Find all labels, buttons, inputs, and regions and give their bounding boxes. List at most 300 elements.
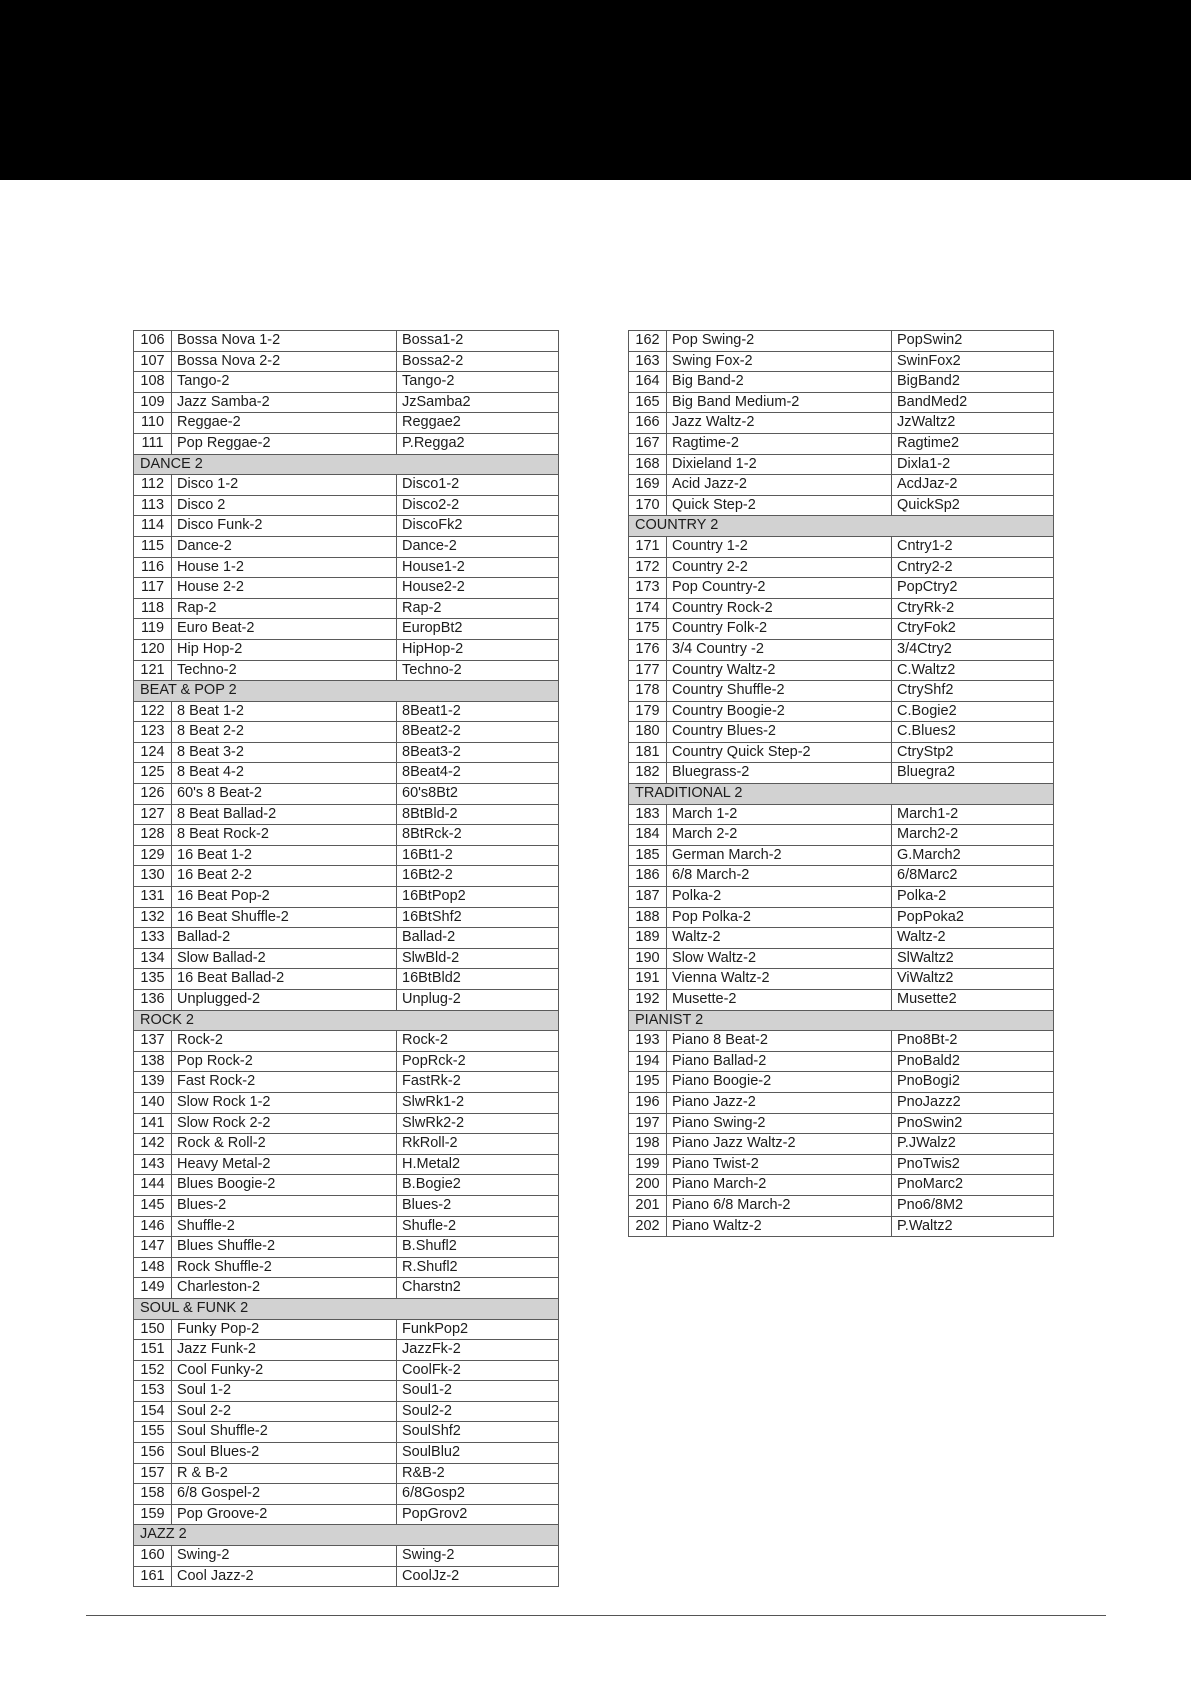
- table-row: [134, 660, 559, 681]
- style-number-cell: 195: [629, 1072, 667, 1093]
- table-row: [134, 784, 559, 805]
- style-short-name-cell: C.Bogie2: [892, 701, 1054, 722]
- style-short-name-cell: PopCtry2: [892, 578, 1054, 599]
- table-row: [629, 887, 1054, 908]
- style-number-cell: 115: [134, 536, 172, 557]
- table-row: [134, 1566, 559, 1587]
- style-name-cell: Soul 1-2: [172, 1381, 397, 1402]
- style-name-cell: Funky Pop-2: [172, 1319, 397, 1340]
- style-name-cell: Bossa Nova 1-2: [172, 331, 397, 352]
- style-name-cell: Country Boogie-2: [667, 701, 892, 722]
- style-name-cell: Techno-2: [172, 660, 397, 681]
- style-number-cell: 173: [629, 578, 667, 599]
- style-number-cell: 160: [134, 1546, 172, 1567]
- style-number-cell: 174: [629, 598, 667, 619]
- style-name-cell: 16 Beat Ballad-2: [172, 969, 397, 990]
- table-row: [134, 557, 559, 578]
- table-row: [134, 1278, 559, 1299]
- style-short-name-cell: PopSwin2: [892, 331, 1054, 352]
- style-short-name-cell: Dixla1-2: [892, 454, 1054, 475]
- table-row: [629, 907, 1054, 928]
- style-short-name-cell: ViWaltz2: [892, 969, 1054, 990]
- table-row: [134, 948, 559, 969]
- style-name-cell: Big Band-2: [667, 372, 892, 393]
- style-short-name-cell: BandMed2: [892, 392, 1054, 413]
- style-short-name-cell: Musette2: [892, 990, 1054, 1011]
- style-name-cell: Slow Rock 1-2: [172, 1092, 397, 1113]
- style-short-name-cell: Rock-2: [397, 1031, 559, 1052]
- style-short-name-cell: R&B-2: [397, 1463, 559, 1484]
- table-row: [629, 433, 1054, 454]
- style-short-name-cell: Shufle-2: [397, 1216, 559, 1237]
- style-number-cell: 139: [134, 1072, 172, 1093]
- style-name-cell: Heavy Metal-2: [172, 1154, 397, 1175]
- table-row: [134, 1051, 559, 1072]
- style-short-name-cell: CoolJz-2: [397, 1566, 559, 1587]
- table-row: [629, 578, 1054, 599]
- style-short-name-cell: 60's8Bt2: [397, 784, 559, 805]
- style-name-cell: Piano Ballad-2: [667, 1051, 892, 1072]
- table-row: [134, 351, 559, 372]
- table-row: [134, 639, 559, 660]
- table-row: [629, 639, 1054, 660]
- style-number-cell: 111: [134, 433, 172, 454]
- style-name-cell: Piano Boogie-2: [667, 1072, 892, 1093]
- style-short-name-cell: PnoBogi2: [892, 1072, 1054, 1093]
- style-name-cell: Disco 2: [172, 495, 397, 516]
- style-short-name-cell: 8BtBld-2: [397, 804, 559, 825]
- style-short-name-cell: 8BtRck-2: [397, 825, 559, 846]
- table-row: [629, 495, 1054, 516]
- style-number-cell: 168: [629, 454, 667, 475]
- section-header-row: [629, 784, 1054, 805]
- style-number-cell: 184: [629, 825, 667, 846]
- style-short-name-cell: SlwRk1-2: [397, 1092, 559, 1113]
- style-number-cell: 197: [629, 1113, 667, 1134]
- style-short-name-cell: PopRck-2: [397, 1051, 559, 1072]
- style-name-cell: Quick Step-2: [667, 495, 892, 516]
- style-short-name-cell: Techno-2: [397, 660, 559, 681]
- style-short-name-cell: P.Regga2: [397, 433, 559, 454]
- style-short-name-cell: JzWaltz2: [892, 413, 1054, 434]
- table-row: [629, 372, 1054, 393]
- style-short-name-cell: CtryStp2: [892, 742, 1054, 763]
- table-body: [134, 331, 559, 1587]
- style-number-cell: 176: [629, 639, 667, 660]
- style-name-cell: 8 Beat Rock-2: [172, 825, 397, 846]
- style-number-cell: 145: [134, 1195, 172, 1216]
- style-short-name-cell: Bossa2-2: [397, 351, 559, 372]
- style-name-cell: Pop Country-2: [667, 578, 892, 599]
- style-short-name-cell: AcdJaz-2: [892, 475, 1054, 496]
- table-row: [134, 536, 559, 557]
- style-number-cell: 151: [134, 1340, 172, 1361]
- style-short-name-cell: HipHop-2: [397, 639, 559, 660]
- section-header-row: [629, 1010, 1054, 1031]
- style-number-cell: 135: [134, 969, 172, 990]
- style-number-cell: 110: [134, 413, 172, 434]
- style-number-cell: 130: [134, 866, 172, 887]
- style-number-cell: 166: [629, 413, 667, 434]
- table-row: [134, 845, 559, 866]
- style-number-cell: 154: [134, 1401, 172, 1422]
- style-number-cell: 186: [629, 866, 667, 887]
- header-band: [0, 0, 1191, 180]
- style-short-name-cell: Waltz-2: [892, 928, 1054, 949]
- style-name-cell: Pop Reggae-2: [172, 433, 397, 454]
- style-number-cell: 153: [134, 1381, 172, 1402]
- table-row: [134, 928, 559, 949]
- style-number-cell: 131: [134, 887, 172, 908]
- style-short-name-cell: Swing-2: [397, 1546, 559, 1567]
- table-row: [629, 1154, 1054, 1175]
- table-row: [134, 1031, 559, 1052]
- style-name-cell: Disco Funk-2: [172, 516, 397, 537]
- style-short-name-cell: 8Beat4-2: [397, 763, 559, 784]
- section-header-row: [629, 516, 1054, 537]
- footer-rule: [86, 1615, 1106, 1616]
- style-number-cell: 189: [629, 928, 667, 949]
- style-name-cell: Country Shuffle-2: [667, 681, 892, 702]
- style-number-cell: 196: [629, 1092, 667, 1113]
- style-number-cell: 112: [134, 475, 172, 496]
- table-row: [134, 1092, 559, 1113]
- table-row: [629, 928, 1054, 949]
- table-row: [629, 948, 1054, 969]
- table-row: [629, 1031, 1054, 1052]
- section-header-row: [134, 681, 559, 702]
- style-name-cell: 16 Beat Shuffle-2: [172, 907, 397, 928]
- style-short-name-cell: Blues-2: [397, 1195, 559, 1216]
- style-name-cell: 6/8 Gospel-2: [172, 1484, 397, 1505]
- style-short-name-cell: 16BtBld2: [397, 969, 559, 990]
- table-row: [629, 990, 1054, 1011]
- style-name-cell: Country Rock-2: [667, 598, 892, 619]
- style-number-cell: 161: [134, 1566, 172, 1587]
- table-row: [134, 969, 559, 990]
- table-body: [629, 331, 1054, 1237]
- table-row: [134, 825, 559, 846]
- style-name-cell: House 2-2: [172, 578, 397, 599]
- style-name-cell: Hip Hop-2: [172, 639, 397, 660]
- table-row: [629, 845, 1054, 866]
- style-number-cell: 162: [629, 331, 667, 352]
- table-row: [134, 907, 559, 928]
- style-name-cell: Polka-2: [667, 887, 892, 908]
- style-short-name-cell: Disco2-2: [397, 495, 559, 516]
- style-short-name-cell: 3/4Ctry2: [892, 639, 1054, 660]
- style-name-cell: Pop Polka-2: [667, 907, 892, 928]
- table-row: [629, 825, 1054, 846]
- style-name-cell: Swing-2: [172, 1546, 397, 1567]
- style-short-name-cell: 16Bt1-2: [397, 845, 559, 866]
- style-name-cell: 16 Beat Pop-2: [172, 887, 397, 908]
- style-short-name-cell: SoulShf2: [397, 1422, 559, 1443]
- style-name-cell: German March-2: [667, 845, 892, 866]
- style-short-name-cell: PnoSwin2: [892, 1113, 1054, 1134]
- style-number-cell: 156: [134, 1443, 172, 1464]
- style-short-name-cell: PnoJazz2: [892, 1092, 1054, 1113]
- style-short-name-cell: CtryShf2: [892, 681, 1054, 702]
- table-row: [629, 1113, 1054, 1134]
- style-name-cell: Soul 2-2: [172, 1401, 397, 1422]
- style-number-cell: 179: [629, 701, 667, 722]
- style-name-cell: Country Waltz-2: [667, 660, 892, 681]
- style-number-cell: 201: [629, 1195, 667, 1216]
- style-number-cell: 183: [629, 804, 667, 825]
- style-short-name-cell: FunkPop2: [397, 1319, 559, 1340]
- style-short-name-cell: FastRk-2: [397, 1072, 559, 1093]
- style-short-name-cell: PopPoka2: [892, 907, 1054, 928]
- style-number-cell: 167: [629, 433, 667, 454]
- style-number-cell: 123: [134, 722, 172, 743]
- style-name-cell: 8 Beat Ballad-2: [172, 804, 397, 825]
- style-name-cell: Rock & Roll-2: [172, 1134, 397, 1155]
- style-name-cell: Slow Ballad-2: [172, 948, 397, 969]
- style-number-cell: 133: [134, 928, 172, 949]
- table-row: [134, 1195, 559, 1216]
- section-header-row: [134, 1298, 559, 1319]
- style-name-cell: Pop Swing-2: [667, 331, 892, 352]
- table-row: [134, 1216, 559, 1237]
- style-number-cell: 132: [134, 907, 172, 928]
- style-short-name-cell: SlwRk2-2: [397, 1113, 559, 1134]
- table-row: [629, 331, 1054, 352]
- style-short-name-cell: Pno8Bt-2: [892, 1031, 1054, 1052]
- style-name-cell: Soul Blues-2: [172, 1443, 397, 1464]
- style-short-name-cell: R.Shufl2: [397, 1257, 559, 1278]
- section-title: COUNTRY 2: [629, 516, 1054, 537]
- style-number-cell: 192: [629, 990, 667, 1011]
- style-name-cell: Cool Jazz-2: [172, 1566, 397, 1587]
- style-number-cell: 188: [629, 907, 667, 928]
- style-name-cell: Piano Swing-2: [667, 1113, 892, 1134]
- style-name-cell: Waltz-2: [667, 928, 892, 949]
- style-number-cell: 150: [134, 1319, 172, 1340]
- style-short-name-cell: Rap-2: [397, 598, 559, 619]
- style-number-cell: 107: [134, 351, 172, 372]
- style-number-cell: 159: [134, 1504, 172, 1525]
- style-name-cell: Piano March-2: [667, 1175, 892, 1196]
- style-short-name-cell: Cntry2-2: [892, 557, 1054, 578]
- style-name-cell: Charleston-2: [172, 1278, 397, 1299]
- table-row: [629, 701, 1054, 722]
- style-name-cell: Country 1-2: [667, 536, 892, 557]
- style-name-cell: Disco 1-2: [172, 475, 397, 496]
- style-number-cell: 169: [629, 475, 667, 496]
- style-name-cell: Acid Jazz-2: [667, 475, 892, 496]
- style-name-cell: Bluegrass-2: [667, 763, 892, 784]
- style-number-cell: 148: [134, 1257, 172, 1278]
- style-number-cell: 137: [134, 1031, 172, 1052]
- style-name-cell: Pop Groove-2: [172, 1504, 397, 1525]
- style-short-name-cell: B.Shufl2: [397, 1237, 559, 1258]
- style-name-cell: Piano Jazz-2: [667, 1092, 892, 1113]
- style-short-name-cell: QuickSp2: [892, 495, 1054, 516]
- style-number-cell: 129: [134, 845, 172, 866]
- table-row: [134, 742, 559, 763]
- style-short-name-cell: SlwBld-2: [397, 948, 559, 969]
- table-row: [134, 413, 559, 434]
- style-number-cell: 152: [134, 1360, 172, 1381]
- table-row: [134, 372, 559, 393]
- style-name-cell: 16 Beat 2-2: [172, 866, 397, 887]
- style-short-name-cell: Tango-2: [397, 372, 559, 393]
- style-short-name-cell: EuropBt2: [397, 619, 559, 640]
- table-row: [629, 351, 1054, 372]
- style-name-cell: Blues-2: [172, 1195, 397, 1216]
- style-short-name-cell: B.Bogie2: [397, 1175, 559, 1196]
- style-number-cell: 114: [134, 516, 172, 537]
- style-short-name-cell: March1-2: [892, 804, 1054, 825]
- style-short-name-cell: PnoBald2: [892, 1051, 1054, 1072]
- table-row: [134, 495, 559, 516]
- table-row: [134, 1134, 559, 1155]
- table-row: [629, 413, 1054, 434]
- table-row: [629, 1134, 1054, 1155]
- style-name-cell: Musette-2: [667, 990, 892, 1011]
- style-number-cell: 127: [134, 804, 172, 825]
- table-row: [629, 742, 1054, 763]
- style-number-cell: 187: [629, 887, 667, 908]
- style-short-name-cell: PnoTwis2: [892, 1154, 1054, 1175]
- table-row: [629, 681, 1054, 702]
- style-name-cell: Rock-2: [172, 1031, 397, 1052]
- style-number-cell: 181: [629, 742, 667, 763]
- style-number-cell: 191: [629, 969, 667, 990]
- style-name-cell: Fast Rock-2: [172, 1072, 397, 1093]
- style-short-name-cell: CtryFok2: [892, 619, 1054, 640]
- style-number-cell: 199: [629, 1154, 667, 1175]
- style-name-cell: Shuffle-2: [172, 1216, 397, 1237]
- style-number-cell: 117: [134, 578, 172, 599]
- style-short-name-cell: PnoMarc2: [892, 1175, 1054, 1196]
- style-number-cell: 143: [134, 1154, 172, 1175]
- style-number-cell: 138: [134, 1051, 172, 1072]
- section-header-row: [134, 454, 559, 475]
- section-title: BEAT & POP 2: [134, 681, 559, 702]
- style-short-name-cell: CoolFk-2: [397, 1360, 559, 1381]
- style-name-cell: Piano 6/8 March-2: [667, 1195, 892, 1216]
- style-short-name-cell: C.Waltz2: [892, 660, 1054, 681]
- style-short-name-cell: SwinFox2: [892, 351, 1054, 372]
- style-number-cell: 149: [134, 1278, 172, 1299]
- table-row: [629, 1216, 1054, 1237]
- style-name-cell: Big Band Medium-2: [667, 392, 892, 413]
- style-number-cell: 146: [134, 1216, 172, 1237]
- style-number-cell: 120: [134, 639, 172, 660]
- style-short-name-cell: 8Beat3-2: [397, 742, 559, 763]
- style-name-cell: Country Quick Step-2: [667, 742, 892, 763]
- style-name-cell: 8 Beat 2-2: [172, 722, 397, 743]
- style-number-cell: 140: [134, 1092, 172, 1113]
- table-row: [629, 722, 1054, 743]
- style-short-name-cell: PopGrov2: [397, 1504, 559, 1525]
- table-row: [134, 1340, 559, 1361]
- table-row: [629, 454, 1054, 475]
- style-name-cell: Rap-2: [172, 598, 397, 619]
- table-row: [134, 619, 559, 640]
- table-row: [134, 722, 559, 743]
- style-short-name-cell: P.JWalz2: [892, 1134, 1054, 1155]
- style-number-cell: 128: [134, 825, 172, 846]
- style-short-name-cell: 8Beat2-2: [397, 722, 559, 743]
- style-short-name-cell: 8Beat1-2: [397, 701, 559, 722]
- table-row: [134, 701, 559, 722]
- style-name-cell: March 2-2: [667, 825, 892, 846]
- style-number-cell: 157: [134, 1463, 172, 1484]
- table-row: [134, 1422, 559, 1443]
- style-short-name-cell: House2-2: [397, 578, 559, 599]
- style-short-name-cell: G.March2: [892, 845, 1054, 866]
- table-row: [134, 1237, 559, 1258]
- table-row: [629, 392, 1054, 413]
- section-title: SOUL & FUNK 2: [134, 1298, 559, 1319]
- section-header-row: [134, 1010, 559, 1031]
- style-number-cell: 182: [629, 763, 667, 784]
- table-row: [134, 804, 559, 825]
- style-number-cell: 144: [134, 1175, 172, 1196]
- style-number-cell: 121: [134, 660, 172, 681]
- style-name-cell: 8 Beat 3-2: [172, 742, 397, 763]
- style-short-name-cell: 16BtPop2: [397, 887, 559, 908]
- style-number-cell: 190: [629, 948, 667, 969]
- style-number-cell: 158: [134, 1484, 172, 1505]
- style-name-cell: 3/4 Country -2: [667, 639, 892, 660]
- style-short-name-cell: SlWaltz2: [892, 948, 1054, 969]
- section-title: DANCE 2: [134, 454, 559, 475]
- style-name-cell: Piano Twist-2: [667, 1154, 892, 1175]
- style-short-name-cell: Ballad-2: [397, 928, 559, 949]
- style-number-cell: 193: [629, 1031, 667, 1052]
- style-number-cell: 126: [134, 784, 172, 805]
- style-short-name-cell: March2-2: [892, 825, 1054, 846]
- style-short-name-cell: 16BtShf2: [397, 907, 559, 928]
- style-number-cell: 170: [629, 495, 667, 516]
- style-short-name-cell: Polka-2: [892, 887, 1054, 908]
- style-number-cell: 106: [134, 331, 172, 352]
- table-row: [134, 1443, 559, 1464]
- style-number-cell: 164: [629, 372, 667, 393]
- table-row: [629, 619, 1054, 640]
- style-number-cell: 185: [629, 845, 667, 866]
- style-short-name-cell: Ragtime2: [892, 433, 1054, 454]
- style-short-name-cell: Dance-2: [397, 536, 559, 557]
- style-number-cell: 109: [134, 392, 172, 413]
- style-short-name-cell: P.Waltz2: [892, 1216, 1054, 1237]
- section-header-row: [134, 1525, 559, 1546]
- style-short-name-cell: Reggae2: [397, 413, 559, 434]
- style-name-cell: Pop Rock-2: [172, 1051, 397, 1072]
- style-name-cell: Jazz Samba-2: [172, 392, 397, 413]
- style-number-cell: 171: [629, 536, 667, 557]
- style-number-cell: 180: [629, 722, 667, 743]
- table-row: [134, 598, 559, 619]
- style-number-cell: 198: [629, 1134, 667, 1155]
- style-name-cell: Jazz Waltz-2: [667, 413, 892, 434]
- style-number-cell: 125: [134, 763, 172, 784]
- table-row: [629, 866, 1054, 887]
- style-short-name-cell: Soul2-2: [397, 1401, 559, 1422]
- style-short-name-cell: Soul1-2: [397, 1381, 559, 1402]
- style-name-cell: Tango-2: [172, 372, 397, 393]
- table-row: [134, 763, 559, 784]
- table-row: [134, 516, 559, 537]
- table-row: [629, 1072, 1054, 1093]
- table-row: [629, 969, 1054, 990]
- style-short-name-cell: CtryRk-2: [892, 598, 1054, 619]
- style-name-cell: Ragtime-2: [667, 433, 892, 454]
